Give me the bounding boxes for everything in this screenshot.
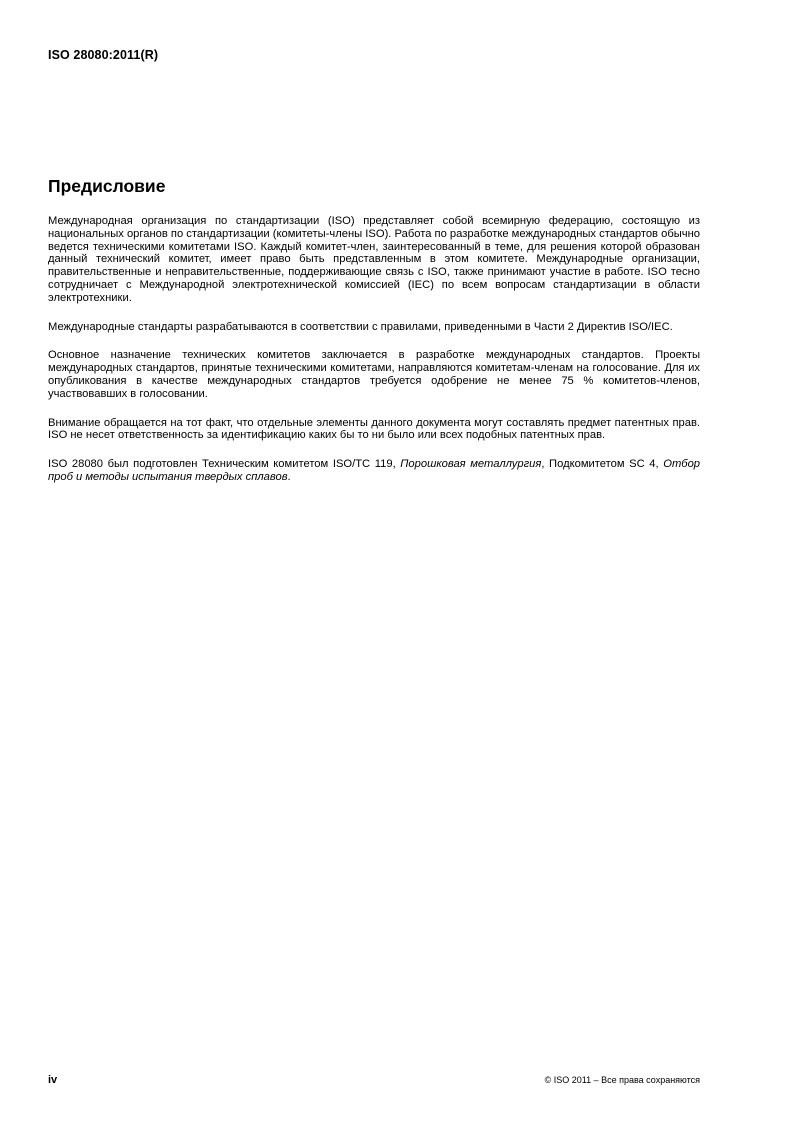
prepared-by-text-3: .	[287, 470, 291, 483]
committee-title-italic: Порошковая металлургия	[400, 458, 542, 471]
foreword-paragraph-4: Внимание обращается на тот факт, что отдельные элементы данного документа могут составлять предмет патентных прав. ISO не несет ответственность за идентификацию каких бы то ни было или всех подобных патентных прав.	[48, 416, 700, 442]
foreword-paragraph-2: Международные стандарты разрабатываются в соответствии с правилами, приведенными в Части 2 Директив ISO/IEC.	[48, 320, 673, 333]
foreword-title: Предисловие	[48, 176, 166, 196]
page-number: iv	[48, 1074, 58, 1086]
prepared-by-text-2: , Подкомитетом SC 4,	[541, 458, 664, 471]
document-id-header: ISO 28080:2011(R)	[48, 48, 159, 62]
foreword-paragraph-3: Основное назначение технических комитетов заключается в разработке международных стандартов. Проекты международных стандартов, принятые техническими комитетами, направляются комитетам-членам на голосование. Для их опубликования в качестве международных стандартов требуется одобрение не менее 75 % комитетов-членов, участвовавших в голосовании.	[48, 349, 700, 400]
copyright-notice: © ISO 2011 – Все права сохраняются	[544, 1075, 700, 1085]
subcommittee-title-italic: Отбор проб и методы испытания твердых сплавов	[48, 458, 701, 483]
foreword-paragraph-prepared-by	[48, 458, 700, 484]
prepared-by-text-1: ISO 28080 был подготовлен Техническим комитетом ISO/TC 119,	[48, 458, 401, 471]
foreword-section	[48, 175, 700, 500]
foreword-paragraph-1: Международная организация по стандартизации (ISO) представляет собой всемирную федерацию, состоящую из национальных органов по стандартизации (комитеты-члены ISO). Работа по разработке международных стандартов обычно ведется техническими комитетами ISO. Каждый комитет-член, заинтересованный в теме, для решения которой образован данный технический комитет, имеет право быть представленным в этом комитете. Международные организации, правительственные и неправительственные, поддерживающие связь с ISO, также принимают участие в работе. ISO тесно сотрудничает с Международной электротехнической комиссией (IEC) по всем вопросам стандартизации в области электротехники.	[48, 215, 701, 304]
